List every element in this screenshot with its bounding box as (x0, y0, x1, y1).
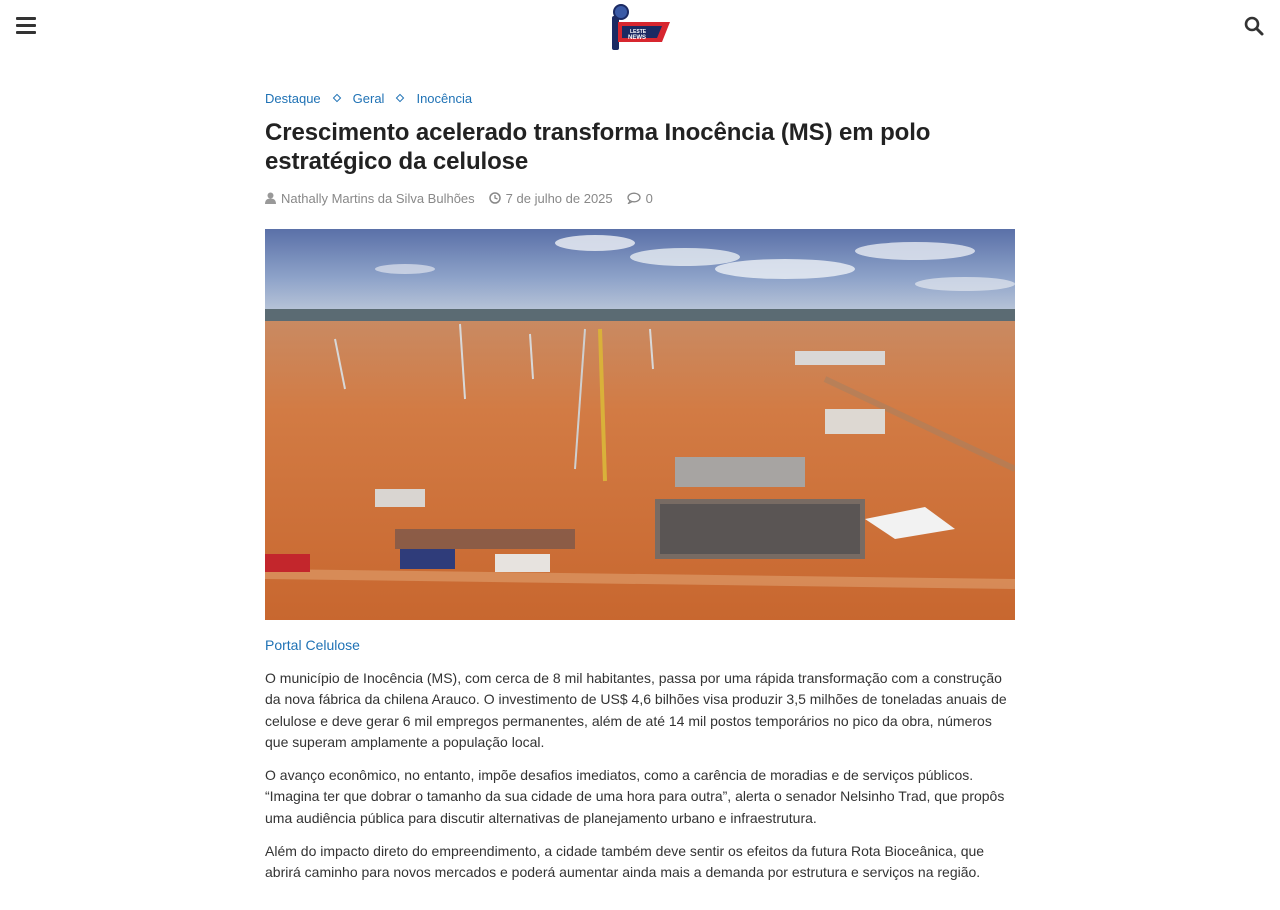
site-logo[interactable] (604, 2, 674, 54)
logo-line2: NEWS (628, 35, 646, 41)
category-link-geral[interactable]: Geral (352, 90, 385, 106)
search-icon[interactable] (1243, 15, 1265, 37)
publish-date: 7 de julho de 2025 (505, 190, 613, 206)
diamond-separator-icon (396, 94, 404, 102)
author-meta[interactable] (265, 191, 475, 206)
comment-count: 0 (645, 190, 653, 206)
user-icon (265, 192, 276, 204)
paragraph: Além do impacto direto do empreendimento, a cidade também deve sentir os efeitos da futura Rota Bioceânica, que abrirá caminho para novos mercados e poderá aumentar ainda mais a demanda por estrutura e serviços na região. (265, 843, 985, 881)
top-bar (0, 0, 1280, 56)
image-source-link[interactable]: Portal Celulose (265, 637, 360, 653)
hamburger-menu-icon[interactable] (16, 17, 36, 35)
comments-meta[interactable] (627, 191, 653, 206)
category-link-destaque[interactable]: Destaque (265, 90, 321, 106)
article-meta (265, 189, 1015, 207)
clock-icon (489, 192, 501, 204)
article-body (265, 668, 1015, 884)
category-link-inocencia[interactable]: Inocência (416, 90, 473, 106)
article-title: Crescimento acelerado transforma Inocência (MS) em polo estratégico da celulose (265, 119, 931, 175)
article-hero-image (265, 229, 1015, 620)
date-meta (489, 191, 613, 206)
article (265, 88, 1015, 884)
paragraph: O município de Inocência (MS), com cerca de 8 mil habitantes, passa por uma rápida transformação com a construção da nova fábrica da chilena Arauco. O investimento de US$ 4,6 bilhões visa produzir 3,5 milhões de toneladas anuais de celulose e deve gerar 6 mil empregos permanentes, além de até 14 mil postos temporários no pico da obra, números que superam amplamente a população local. (265, 670, 1007, 750)
logo-line1: LESTE (630, 29, 647, 35)
author-name: Nathally Martins da Silva Bulhões (281, 190, 475, 206)
comment-icon (627, 192, 641, 204)
diamond-separator-icon (332, 94, 340, 102)
paragraph: O avanço econômico, no entanto, impõe desafios imediatos, como a carência de moradias e de serviços públicos. “Imagina ter que dobrar o tamanho da sua cidade de uma hora para outra”, alerta o senador Nelsinho Trad, que propôs uma audiência pública para discutir alternativas de planejamento urbano e infraestrutura. (265, 767, 1005, 826)
category-breadcrumbs (265, 88, 1015, 108)
